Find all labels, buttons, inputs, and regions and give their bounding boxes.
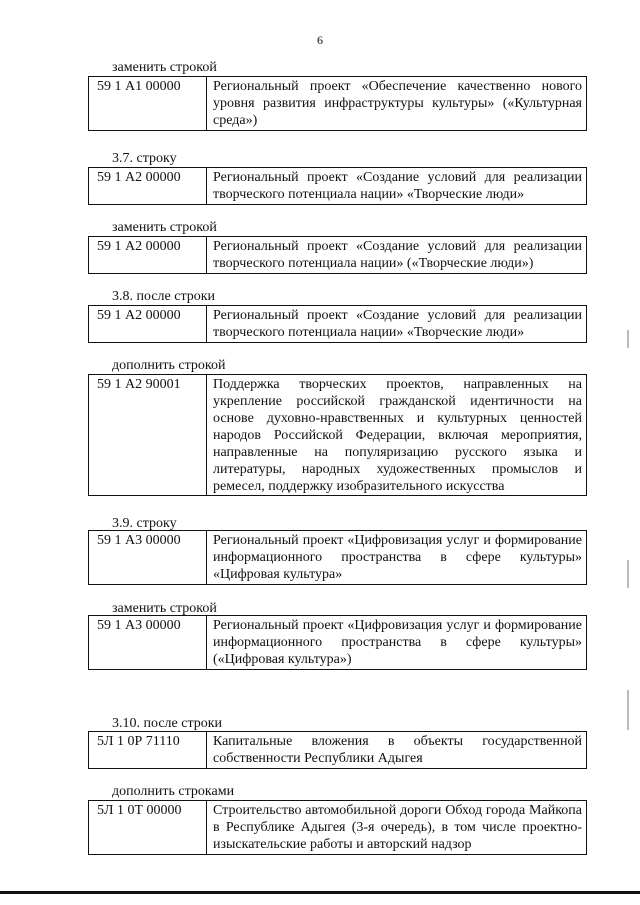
scan-margin-mark [627,690,629,730]
budget-code: 5Л 1 0Т 00000 [89,801,207,854]
budget-code: 59 1 А2 00000 [89,306,207,342]
budget-description: Региональный проект «Создание условий для реализации творческого потенциала нации» «Творческие люди» [213,170,582,202]
budget-table-row [88,530,587,585]
budget-code: 59 1 А2 90001 [89,375,207,495]
budget-table-row [88,236,587,274]
budget-code: 59 1 А1 00000 [89,77,207,130]
amendment-label: 3.9. строку [112,516,177,531]
budget-description: Региональный проект «Цифровизация услуг и формирование информационного пространства в сфере культуры» («Цифровая культура») [213,618,582,667]
budget-table-row [88,615,587,670]
budget-code: 59 1 А2 00000 [89,237,207,273]
budget-table-row [88,731,587,769]
budget-table-row [88,167,587,205]
budget-description: Поддержка творческих проектов, направленных на укрепление российской гражданской идентичности на основе духовно-нравственных и культурных ценностей народов Российской Федерации, включая мероприятия, направленные на популяризацию русского языка и литературы, народных художественных промыслов и ремесел, поддержку изобразительного искусства [213,377,582,494]
budget-code: 59 1 А2 00000 [89,168,207,204]
page-number: 6 [317,33,323,47]
budget-description: Региональный проект «Цифровизация услуг и формирование информационного пространства в сфере культуры» «Цифровая культура» [213,533,582,582]
amendment-label: заменить строкой [112,601,217,616]
budget-description: Капитальные вложения в объекты государственной собственности Республики Адыгея [213,734,582,766]
scan-margin-mark [627,560,629,588]
amendment-label: дополнить строкой [112,358,226,373]
budget-description: Строительство автомобильной дороги Обход города Майкопа в Республике Адыгея (3-я очередь), в том числе проектно-изыскательские работы и авторский надзор [213,803,582,852]
budget-table-row [88,76,587,131]
amendment-label: 3.7. строку [112,151,177,166]
budget-code: 59 1 А3 00000 [89,616,207,669]
amendment-label: 3.10. после строки [112,716,223,731]
budget-table-row [88,305,587,343]
amendment-label: заменить строкой [112,220,217,235]
budget-description: Региональный проект «Создание условий для реализации творческого потенциала нации» «Творческие люди» [213,308,582,340]
budget-code: 5Л 1 0Р 71110 [89,732,207,768]
budget-description: Региональный проект «Создание условий для реализации творческого потенциала нации» («Творческие люди») [213,239,582,271]
scan-bottom-edge [0,891,640,894]
budget-description: Региональный проект «Обеспечение качественно нового уровня развития инфраструктуры культуры» («Культурная среда») [213,79,582,128]
scan-margin-mark [627,330,629,348]
budget-table-row [88,374,587,496]
budget-table-row [88,800,587,855]
budget-code: 59 1 А3 00000 [89,531,207,584]
amendment-label: дополнить строками [112,784,235,799]
amendment-label: 3.8. после строки [112,289,216,304]
amendment-label: заменить строкой [112,60,217,75]
